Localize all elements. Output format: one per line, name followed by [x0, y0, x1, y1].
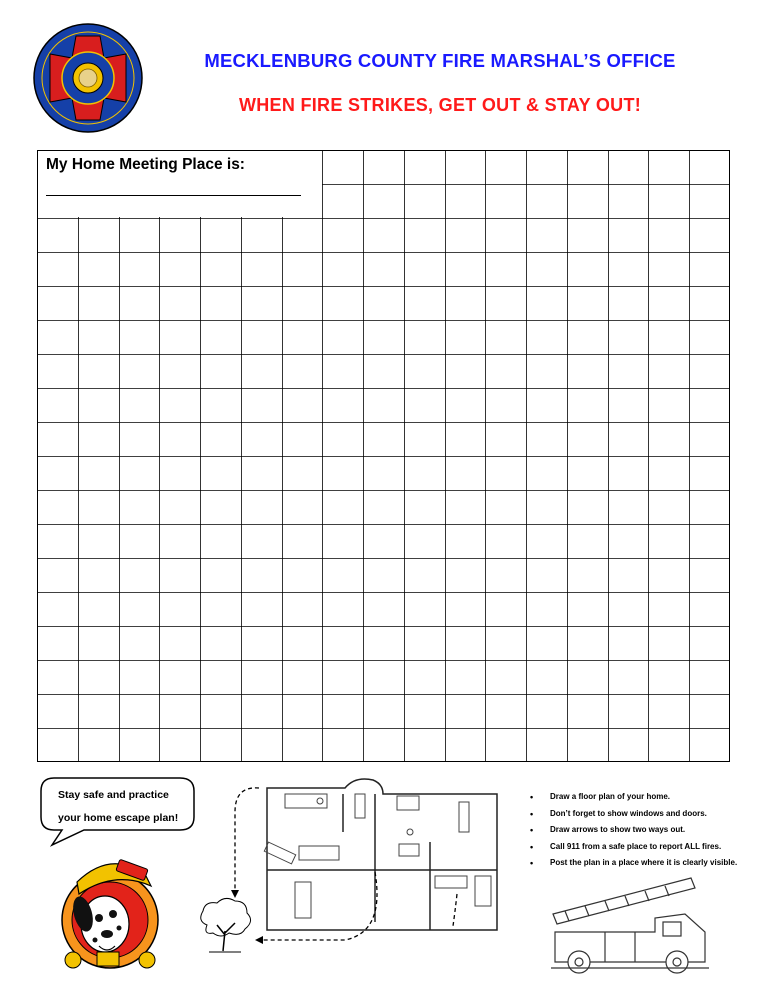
instruction-item: • Draw a floor plan of your home. [530, 792, 760, 802]
floor-plan-escape-route-icon [225, 772, 515, 962]
speech-bubble-text [58, 784, 218, 830]
instruction-item: • Call 911 from a safe place to report ALL fires. [530, 842, 760, 852]
speech-bubble-line-2: your home escape plan! [58, 812, 179, 824]
instruction-item: • Draw arrows to show two ways out. [530, 825, 760, 835]
tree-icon [195, 895, 255, 955]
meeting-place-box [38, 151, 322, 217]
meeting-place-label: My Home Meeting Place is: [46, 156, 245, 173]
meeting-place-input-line[interactable] [46, 195, 301, 196]
page-subtitle: WHEN FIRE STRIKES, GET OUT & STAY OUT! [238, 95, 642, 115]
dalmatian-firefighter-mascot-icon [55, 842, 165, 984]
page-title: MECKLENBURG COUNTY FIRE MARSHAL’S OFFICE [204, 50, 676, 71]
instruction-item: • Don’t forget to show windows and doors. [530, 809, 760, 819]
speech-bubble-line-1: Stay safe and practice [58, 789, 169, 801]
instruction-item: • Post the plan in a place where it is clearly visible. [530, 858, 760, 868]
floor-plan-grid[interactable] [37, 150, 730, 762]
grid-border [38, 151, 730, 762]
ladder-fire-truck-icon [545, 870, 715, 980]
instructions-list [530, 792, 760, 875]
fire-department-seal-icon [32, 22, 144, 134]
